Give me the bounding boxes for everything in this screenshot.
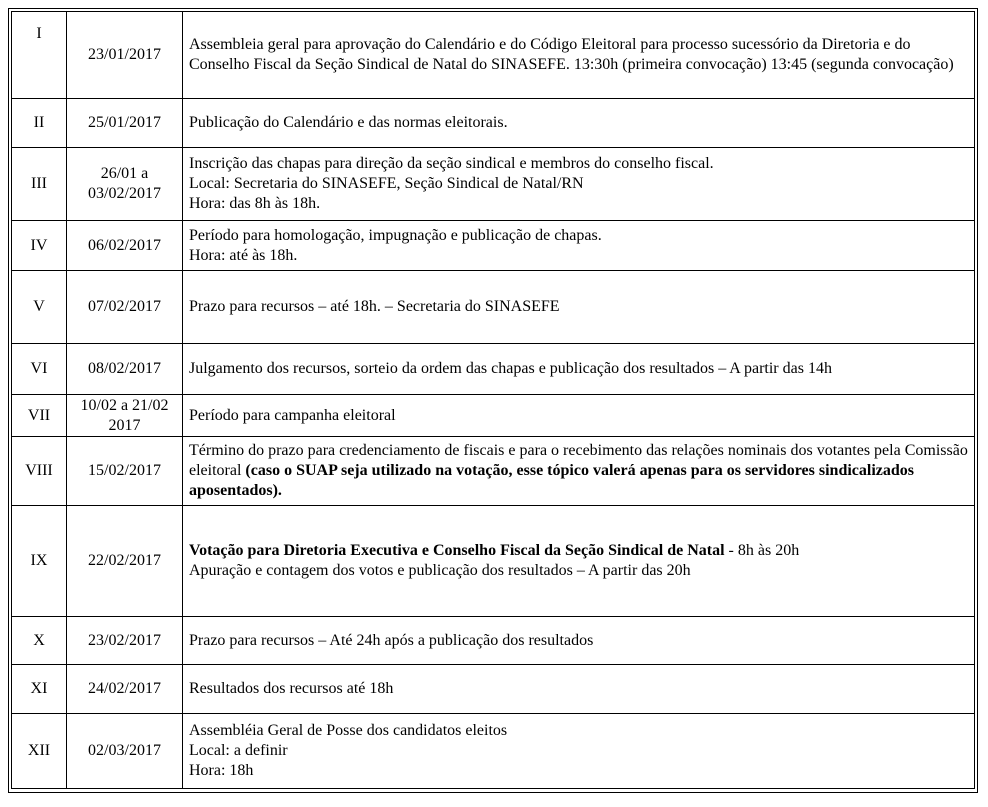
- row-number: I: [12, 12, 67, 99]
- row-number: II: [12, 99, 67, 148]
- table-row: [12, 148, 975, 221]
- row-date: 07/02/2017: [67, 271, 183, 344]
- description-line: Hora: 18h: [189, 762, 254, 779]
- description-line: Local: Secretaria do SINASEFE, Seção Sindical de Natal/RN: [189, 175, 584, 192]
- row-date: 23/01/2017: [67, 12, 183, 99]
- row-description: [183, 148, 975, 221]
- row-number: V: [12, 271, 67, 344]
- row-description: [183, 221, 975, 271]
- row-date: 25/01/2017: [67, 99, 183, 148]
- description-line: Período para homologação, impugnação e publicação de chapas.: [189, 226, 602, 244]
- row-description: Julgamento dos recursos, sorteio da ordem das chapas e publicação dos resultados – A partir das 14h: [183, 344, 975, 395]
- row-number: X: [12, 617, 67, 665]
- row-number: IV: [12, 221, 67, 271]
- table-row: [12, 99, 975, 148]
- row-description: [183, 437, 975, 506]
- description-line: Hora: até às 18h.: [189, 246, 298, 264]
- election-calendar-table: [11, 11, 975, 789]
- description-line: Assembléia Geral de Posse dos candidatos eleitos: [189, 722, 508, 739]
- table-row: [12, 395, 975, 437]
- row-description: [183, 506, 975, 617]
- description-line: Hora: das 8h às 18h.: [189, 195, 321, 212]
- row-description: Período para campanha eleitoral: [183, 395, 975, 437]
- description-line: [189, 541, 968, 561]
- description-bold-note: (caso o SUAP seja utilizado na votação, esse tópico valerá apenas para os servidores sindicalizados aposentados).: [189, 462, 914, 499]
- table-row: [12, 221, 975, 271]
- row-date: 22/02/2017: [67, 506, 183, 617]
- row-description: Assembleia geral para aprovação do Calendário e do Código Eleitoral para processo sucessório da Diretoria e do Conselho Fiscal da Seção Sindical de Natal do SINASEFE. 13:30h (primeira convocação) 13:45 (segunda convocação): [183, 12, 975, 99]
- row-description: Prazo para recursos – Até 24h após a publicação dos resultados: [183, 617, 975, 665]
- description-line: Apuração e contagem dos votos e publicação dos resultados – A partir das 20h: [189, 562, 691, 579]
- row-number: VIII: [12, 437, 67, 506]
- row-date: 06/02/2017: [67, 221, 183, 271]
- table-row: [12, 344, 975, 395]
- row-number: VII: [12, 395, 67, 437]
- row-description: Publicação do Calendário e das normas eleitorais.: [183, 99, 975, 148]
- row-description: Prazo para recursos – até 18h. – Secretaria do SINASEFE: [183, 271, 975, 344]
- description-time: - 8h às 20h: [724, 542, 800, 559]
- row-date: 24/02/2017: [67, 665, 183, 714]
- table-row: [12, 506, 975, 617]
- row-number: IX: [12, 506, 67, 617]
- table-row: [12, 271, 975, 344]
- row-date: 02/03/2017: [67, 714, 183, 789]
- row-description: Resultados dos recursos até 18h: [183, 665, 975, 714]
- table-row: [12, 665, 975, 714]
- description-line: Inscrição das chapas para direção da seção sindical e membros do conselho fiscal.: [189, 155, 714, 172]
- table-row: [12, 12, 975, 99]
- row-date: 26/01 a 03/02/2017: [67, 148, 183, 221]
- row-number: VI: [12, 344, 67, 395]
- table-row: [12, 437, 975, 506]
- row-number: III: [12, 148, 67, 221]
- calendar-document: [8, 8, 978, 793]
- table-row: [12, 714, 975, 789]
- row-description: [183, 714, 975, 789]
- row-date: 23/02/2017: [67, 617, 183, 665]
- table-row: [12, 617, 975, 665]
- description-text: Término do prazo para credenciamento de fiscais e para o recebimento das relações nominais dos votantes pela Comissão eleitoral: [189, 442, 968, 479]
- row-date: 15/02/2017: [67, 437, 183, 506]
- row-date: 10/02 a 21/02 2017: [67, 395, 183, 437]
- row-number: XI: [12, 665, 67, 714]
- description-line: Local: a definir: [189, 742, 288, 759]
- row-number: XII: [12, 714, 67, 789]
- description-bold-text: Votação para Diretoria Executiva e Conselho Fiscal da Seção Sindical de Natal: [189, 542, 725, 559]
- row-date: 08/02/2017: [67, 344, 183, 395]
